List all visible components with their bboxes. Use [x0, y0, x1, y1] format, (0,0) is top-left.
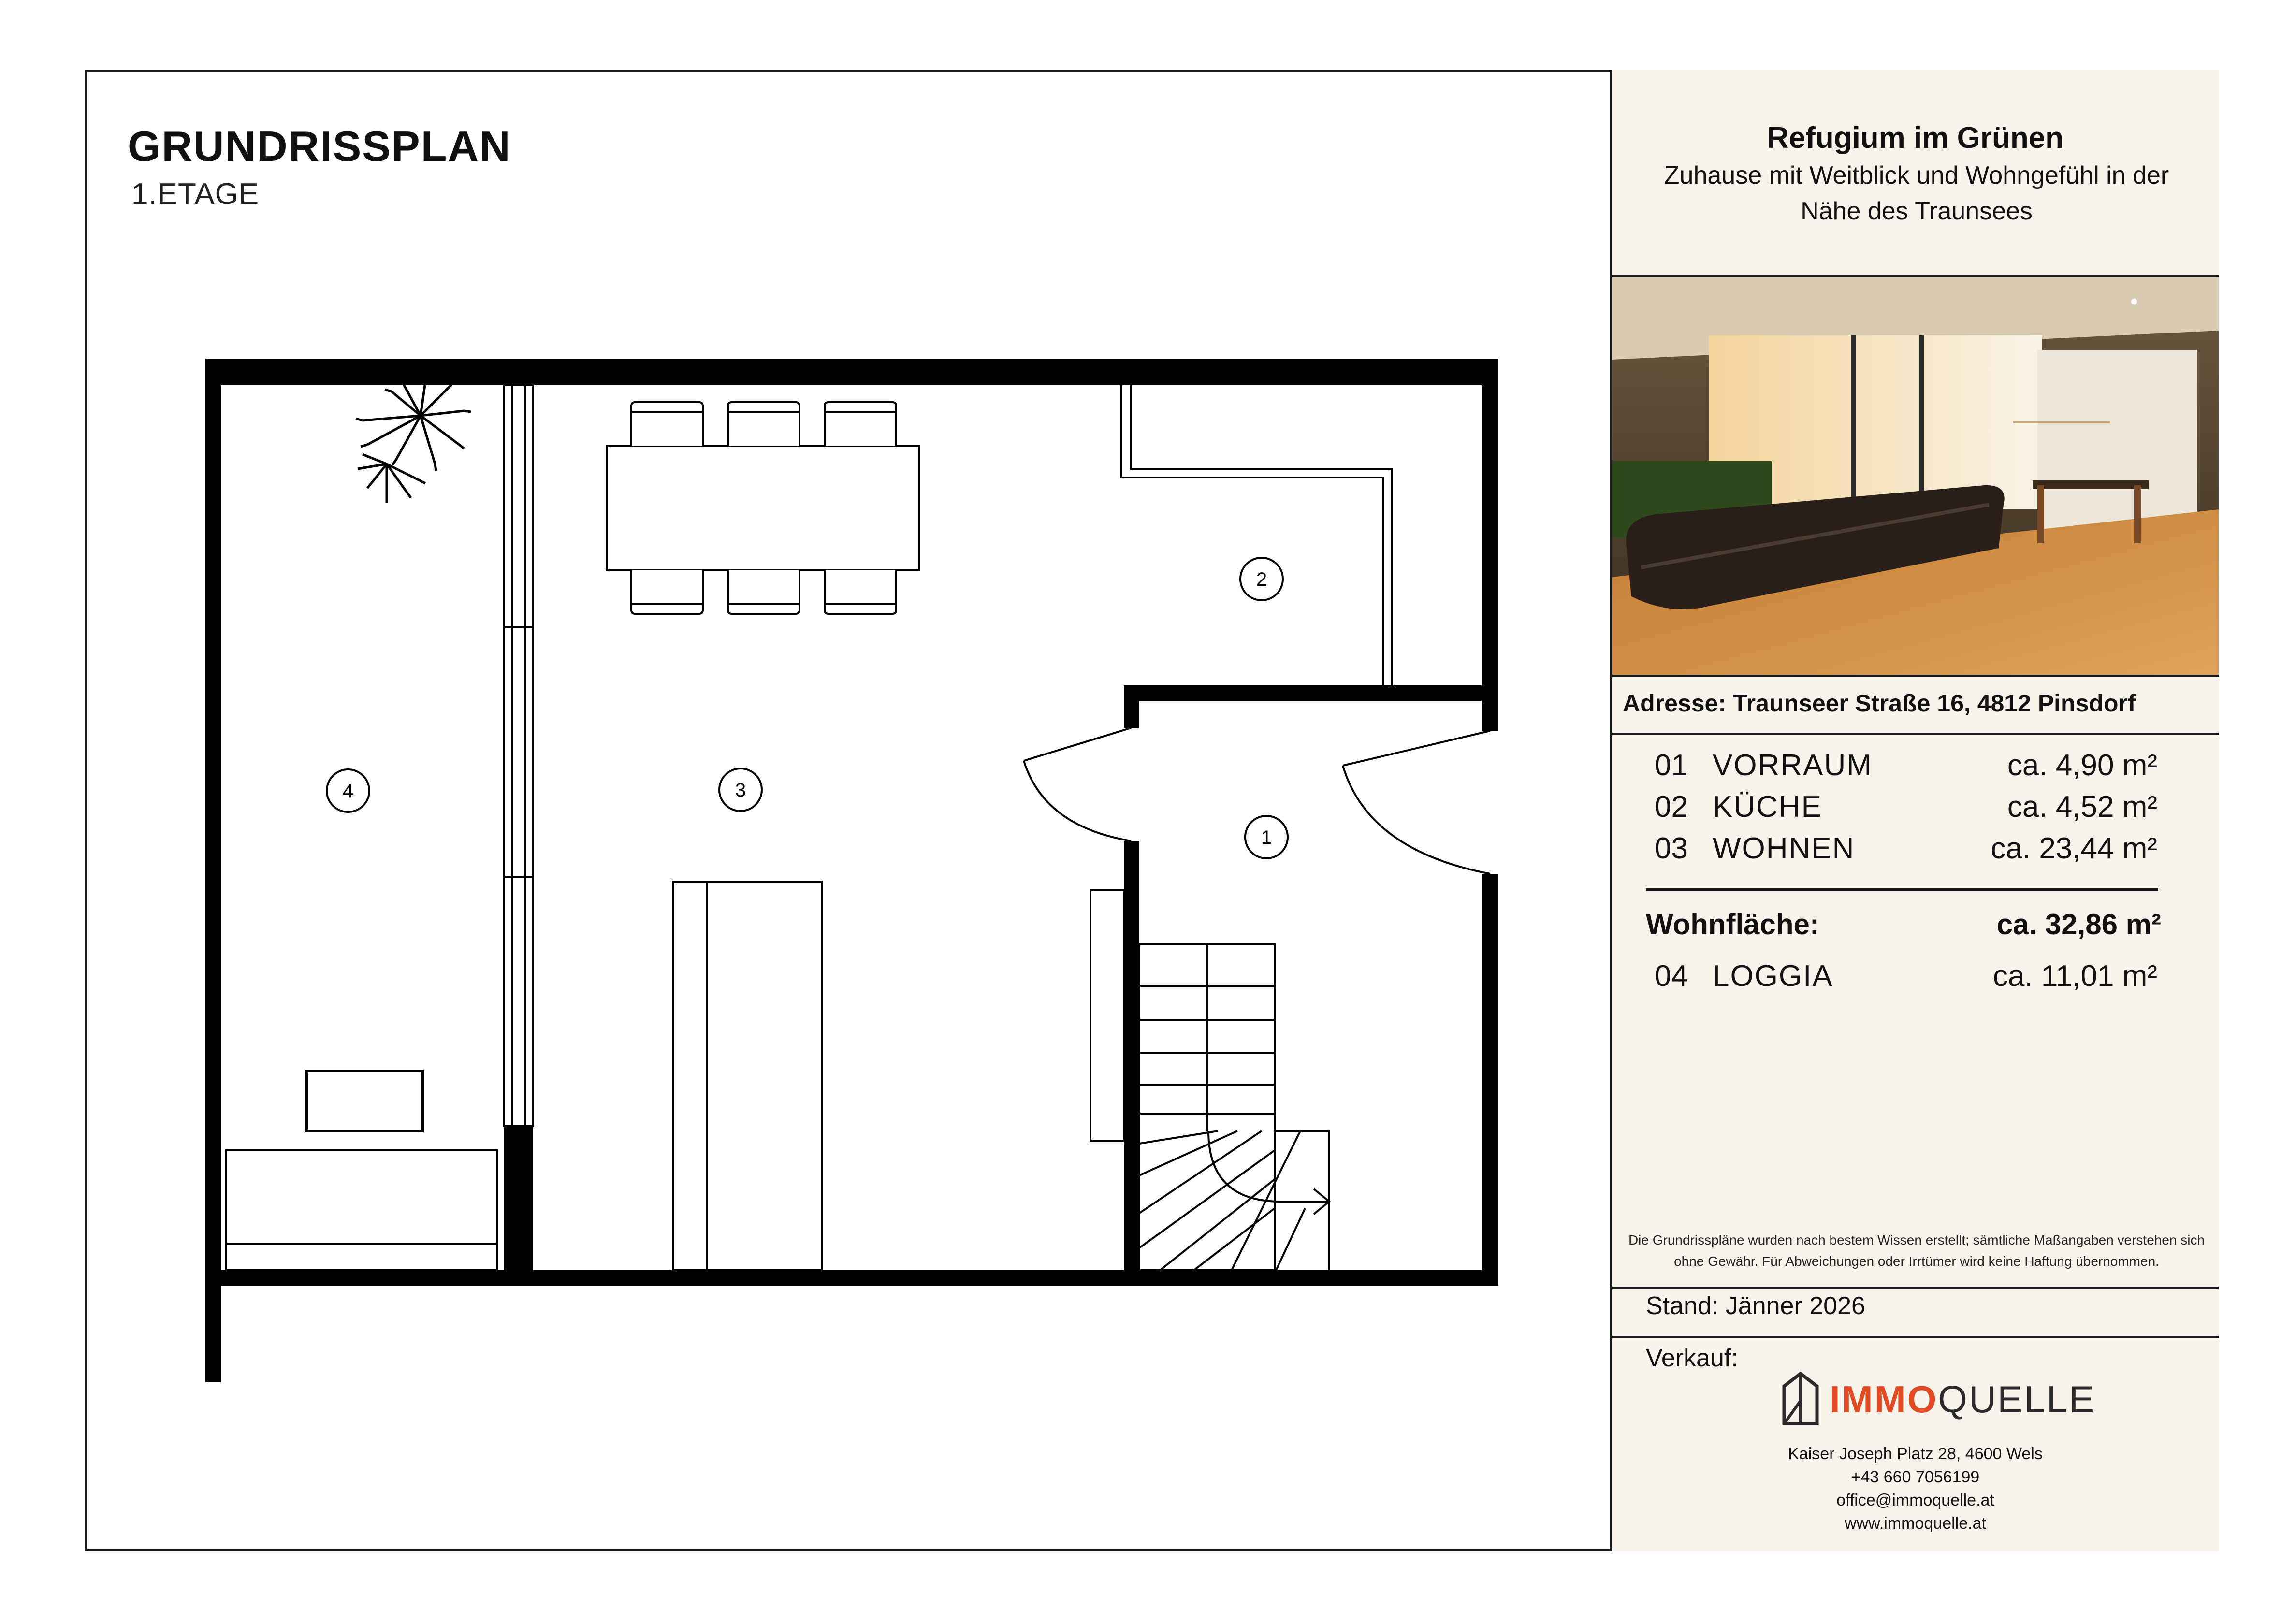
room-number: 04	[1655, 959, 1688, 993]
floor-label: 1.ETAGE	[131, 177, 260, 211]
disclaimer: Die Grundrisspläne wurden nach bestem Wissen erstellt; sämtliche Maßangaben verstehen sich ohne Gewähr. Für Abweichungen oder Irrtümer wird keine Haftung übernommen.	[1628, 1232, 2205, 1269]
room-name: WOHNEN	[1713, 832, 1855, 865]
cabinet	[673, 882, 822, 1270]
property-tagline: Zuhause mit Weitblick und Wohngefühl in der Nähe des Traunsees	[1664, 161, 2169, 225]
room-area: ca. 11,01 m²	[1992, 959, 2157, 993]
divider	[1612, 733, 2219, 735]
company-logo	[1781, 1372, 2096, 1430]
divider	[1612, 1287, 2219, 1289]
sales-label: Verkauf:	[1646, 1344, 1738, 1372]
wall-right-upper	[1482, 359, 1498, 731]
total-label: Wohnfläche:	[1646, 908, 1819, 941]
room-row	[1645, 748, 2177, 790]
contact-block	[1612, 1442, 2219, 1535]
wall-left	[205, 359, 221, 1382]
divider	[1612, 1336, 2219, 1338]
date-stamp: Stand: Jänner 2026	[1646, 1292, 1865, 1320]
room-area: ca. 4,90 m²	[2007, 749, 2157, 782]
plant-icon	[356, 374, 471, 503]
room-row	[1645, 790, 2177, 831]
room-area: ca. 4,52 m²	[2007, 790, 2157, 824]
staircase	[1139, 944, 1329, 1270]
logo-wordmark-bold: IMMO	[1830, 1378, 1938, 1420]
info-panel	[1610, 70, 2219, 1551]
room-list	[1645, 748, 2177, 873]
interior-photo	[1612, 277, 2219, 675]
page-title: GRUNDRISSPLAN	[128, 122, 511, 170]
company-phone: +43 660 7056199	[1851, 1468, 1980, 1486]
room-area: ca. 23,44 m²	[1991, 832, 2157, 865]
kitchen-counter	[1121, 385, 1392, 685]
room-name: VORRAUM	[1713, 749, 1873, 782]
loggia-wall-stub	[504, 1126, 533, 1286]
loggia-bench	[226, 1150, 497, 1270]
room-name: LOGGIA	[1713, 959, 1833, 993]
loggia-window	[504, 385, 533, 1126]
inner-wall-vertical-bottom	[1124, 841, 1139, 1286]
inner-wall-vertical-top	[1124, 685, 1139, 728]
room-number: 01	[1655, 749, 1688, 782]
room-marker-1-label: 1	[1261, 827, 1272, 848]
dining-table	[607, 446, 919, 570]
logo-wordmark	[1830, 1377, 2095, 1421]
room-number: 02	[1655, 790, 1688, 824]
property-address: Adresse: Traunseer Straße 16, 4812 Pinsdorf	[1623, 690, 2136, 717]
room-marker-4-label: 4	[342, 781, 354, 802]
room-number: 03	[1655, 832, 1688, 865]
wall-right-lower	[1482, 874, 1498, 1286]
inner-wall-horizontal	[1124, 685, 1498, 701]
room-marker-3-label: 3	[735, 780, 746, 801]
company-website[interactable]: www.immoquelle.at	[1845, 1514, 1986, 1533]
company-address: Kaiser Joseph Platz 28, 4600 Wels	[1788, 1445, 2043, 1463]
logo-wordmark-light: QUELLE	[1938, 1378, 2096, 1420]
loggia-row	[1645, 959, 2177, 1000]
sum-divider	[1646, 888, 2158, 891]
room-marker-2-label: 2	[1256, 569, 1267, 590]
wall-top	[205, 359, 1498, 385]
total-area: ca. 32,86 m²	[1996, 908, 2161, 941]
company-email[interactable]: office@immoquelle.at	[1836, 1491, 1994, 1509]
room-row	[1645, 831, 2177, 873]
wall-bottom	[205, 1270, 1498, 1286]
house-logo-icon	[1781, 1372, 1820, 1425]
loggia-table	[306, 1071, 422, 1131]
radiator	[1090, 890, 1124, 1141]
total-area-row	[1646, 908, 2161, 941]
property-name: Refugium im Grünen	[1767, 121, 2064, 155]
room-markers	[327, 558, 1288, 858]
room-name: KÜCHE	[1713, 790, 1823, 824]
divider	[1612, 675, 2219, 677]
